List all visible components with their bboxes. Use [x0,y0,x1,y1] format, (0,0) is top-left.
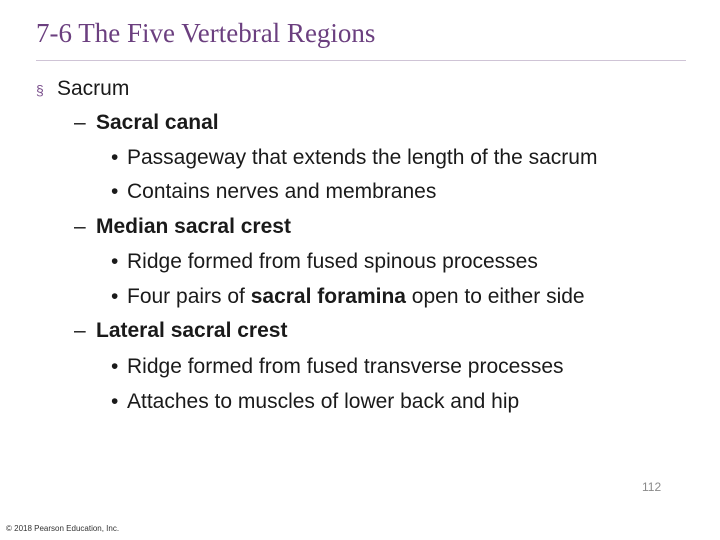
bullet-dot: • [111,250,119,273]
bullet-text: Ridge formed from fused spinous processes [127,250,538,273]
bullet-text: Sacrum [57,77,130,100]
bullet-dot: • [111,355,119,378]
dash-marker: – [74,111,86,134]
bullet-text: Contains nerves and membranes [127,180,437,203]
bullet-dot: • [111,390,119,413]
slide-title: 7-6 The Five Vertebral Regions [36,18,376,48]
copyright-notice: © 2018 Pearson Education, Inc. [6,524,120,533]
text-after: open to either side [405,285,585,308]
bullet-text: Attaches to muscles of lower back and hip [127,390,520,413]
bullet-text: Ridge formed from fused transverse processes [127,355,564,378]
bullet-text: Sacral canal [96,111,219,134]
bullet-text [127,284,585,310]
text-before: Four pairs of [127,285,251,308]
emphasized-term: sacral foramina [250,285,406,308]
dash-marker: – [74,215,86,238]
bullet-text: Passageway that extends the length of the sacrum [127,146,598,169]
bullet-text: Lateral sacral crest [96,319,288,342]
bullet-dot: • [111,146,119,169]
bullet-dot: • [111,180,119,203]
bullet-text: Median sacral crest [96,215,291,238]
section-marker: § [36,82,44,98]
bullet-dot: • [111,285,119,308]
title-divider [36,60,686,61]
dash-marker: – [74,319,86,342]
page-number: 112 [642,480,662,494]
